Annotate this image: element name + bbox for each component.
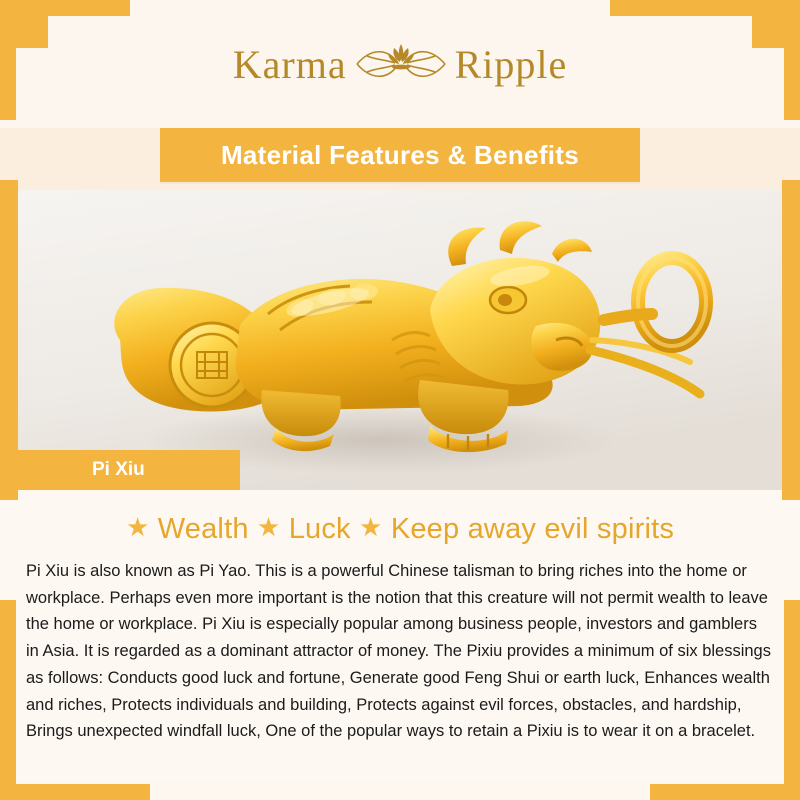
product-photo xyxy=(0,190,800,490)
frame-middle-left-vertical xyxy=(0,180,18,500)
benefit-luck: Luck xyxy=(288,513,351,545)
frame-bottom-right-vertical xyxy=(784,600,800,800)
brand-name-right: Ripple xyxy=(454,41,568,87)
title-banner xyxy=(160,128,640,182)
star-icon-3: ★ xyxy=(359,512,383,542)
star-icon-2: ★ xyxy=(256,512,281,542)
frame-bottom-left-vertical xyxy=(0,600,16,800)
frame-middle-right-vertical xyxy=(782,180,800,500)
content-section xyxy=(0,490,800,780)
brand-logo xyxy=(233,38,568,90)
frame-top-left-block xyxy=(0,0,48,48)
frame-bottom-right-horizontal xyxy=(650,784,800,800)
lotus-flower-icon xyxy=(353,38,449,90)
frame-top-right-block xyxy=(752,0,800,48)
page-title: Material Features & Benefits xyxy=(220,139,580,170)
frame-bottom-left-horizontal xyxy=(0,784,150,800)
title-band xyxy=(0,128,800,190)
product-caption-tab xyxy=(18,450,240,490)
brand-name-left: Karma xyxy=(232,41,347,87)
benefits-headline xyxy=(26,512,774,546)
benefit-wealth: Wealth xyxy=(157,513,249,545)
benefit-evil-spirits: Keep away evil spirits xyxy=(390,513,675,545)
gold-pixiu-pendant-image xyxy=(0,190,800,490)
description-paragraph: Pi Xiu is also known as Pi Yao. This is a powerful Chinese talisman to bring riches into the home or workplace. Perhaps even more important is the notion that this creature will not permit wealth to leave the home or workplace. Pi Xiu is especially popular among business people, investors and gamblers in Asia. It is regarded as a dominant attractor of money. The Pixiu provides a minimum of six blessings as follows: Conducts good luck and fortune, Generate good Feng Shui or earth luck, Enhances wealth and riches, Protects individuals and building, Protects against evil forces, obstacles, and hardship, Brings unexpected windfall luck, One of the popular ways to retain a Pixiu is to wear it on a bracelet. xyxy=(26,562,771,741)
brand-header xyxy=(0,0,800,128)
product-caption: Pi Xiu xyxy=(92,459,145,480)
star-icon-1: ★ xyxy=(125,512,150,542)
